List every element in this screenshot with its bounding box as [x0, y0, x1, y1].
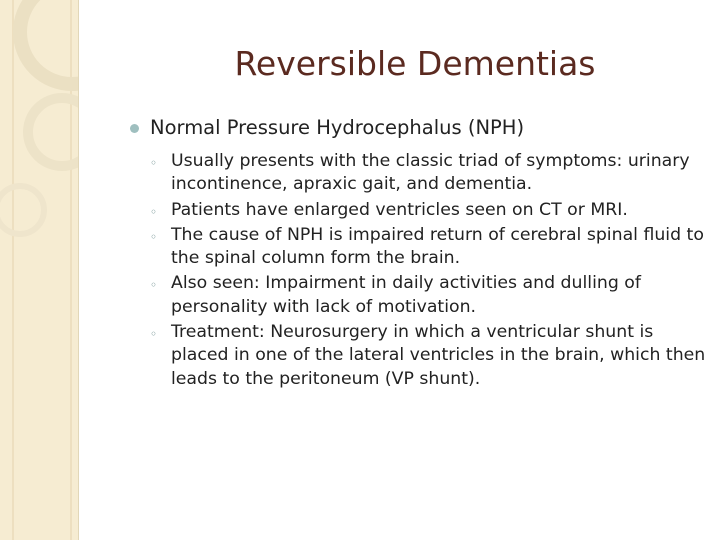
sub-bullet-text: Patients have enlarged ventricles seen on CT or MRI.	[171, 199, 628, 220]
sub-bullet-item	[148, 224, 710, 271]
sub-bullet-text: Treatment: Neurosurgery in which a ventricular shunt is placed in one of the lateral ventricles in the brain, which then leads to the peritoneum (VP shunt).	[171, 322, 706, 389]
sub-bullet-list	[130, 150, 710, 391]
slide-title: Reversible Dementias	[234, 44, 596, 83]
main-bullet-text: Normal Pressure Hydrocephalus (NPH)	[150, 116, 525, 139]
ring-bullet-icon: ◦	[150, 156, 158, 170]
bullet-dot-icon	[130, 124, 139, 133]
ring-bullet-icon: ◦	[150, 204, 158, 219]
sub-bullet-item	[148, 199, 710, 222]
sub-bullet-text: Also seen: Impairment in daily activities and dulling of personality with lack of motivation.	[171, 273, 641, 317]
ring-bullet-icon: ◦	[150, 229, 158, 244]
decorative-side-panel	[0, 0, 79, 540]
sub-bullet-text: Usually presents with the classic triad of symptoms: urinary incontinence, apraxic gait, and dementia.	[171, 151, 690, 195]
sub-bullet-item	[148, 321, 710, 391]
sub-bullet-item	[148, 272, 710, 319]
ring-bullet-icon: ◦	[150, 327, 158, 342]
slide-body	[130, 114, 710, 393]
main-bullet-item	[130, 114, 710, 142]
decorative-circles-icon	[0, 0, 78, 540]
sub-bullet-item	[148, 150, 710, 197]
sub-bullet-text: The cause of NPH is impaired return of cerebral spinal fluid to the spinal column form the brain.	[171, 224, 704, 269]
ring-bullet-icon: ◦	[150, 278, 158, 293]
